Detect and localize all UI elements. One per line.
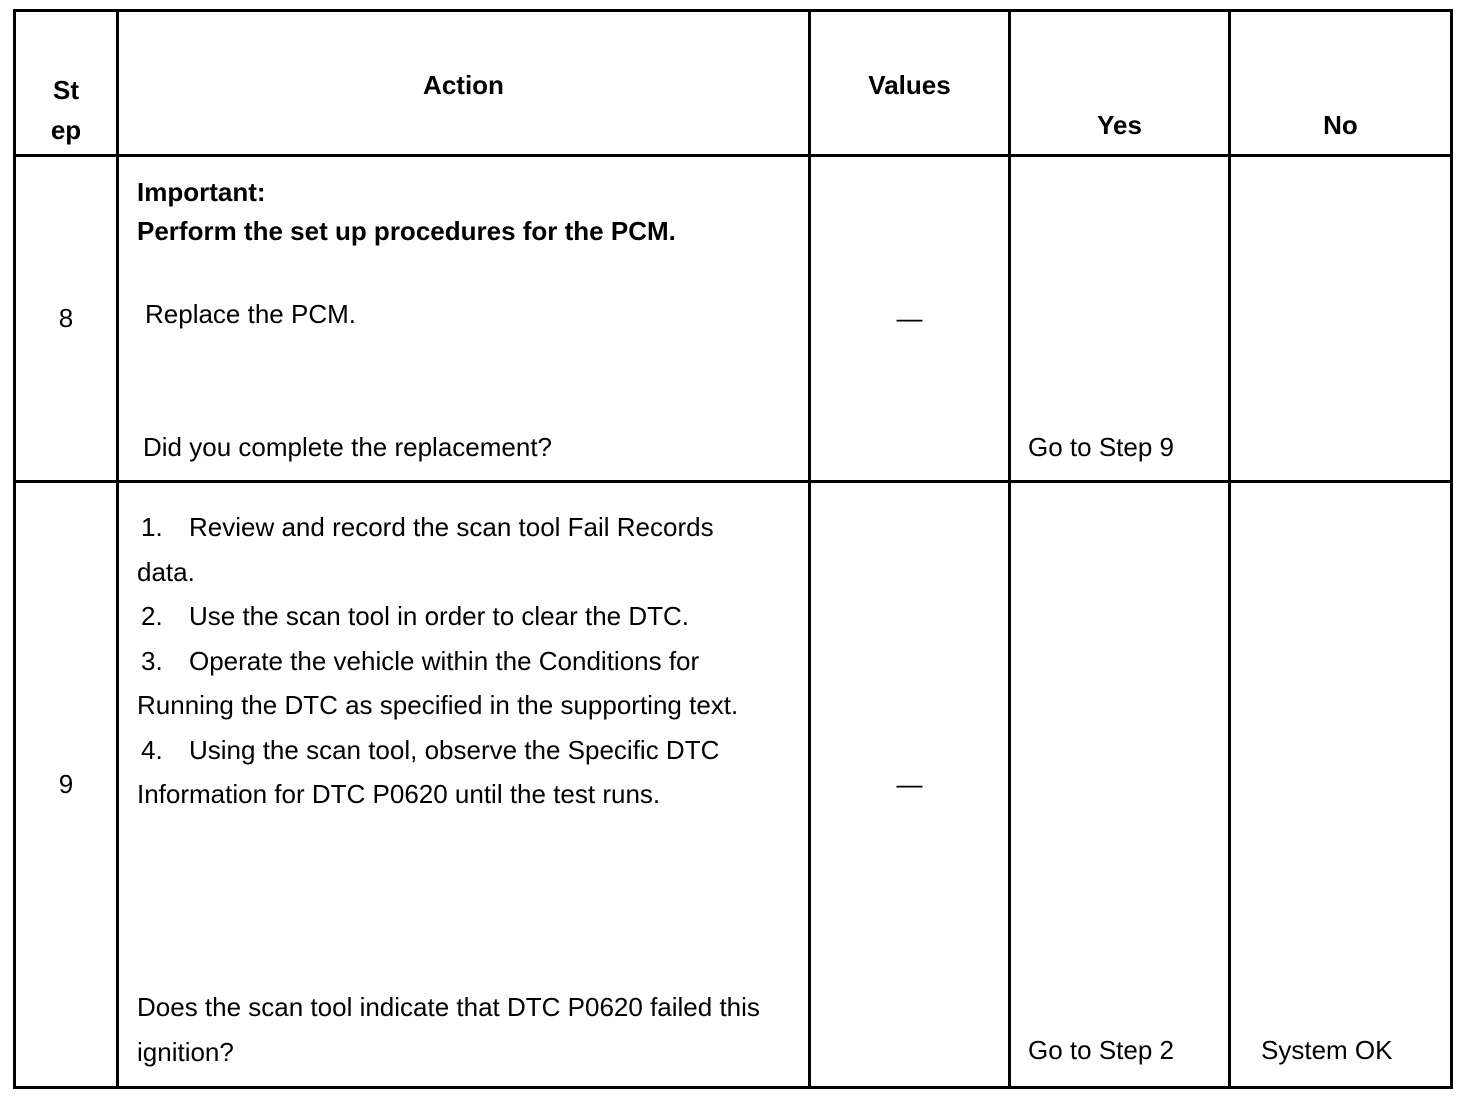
no-cell bbox=[1230, 482, 1452, 1088]
important-label: Important: bbox=[137, 177, 266, 207]
header-step-label: St ep bbox=[50, 75, 82, 145]
list-item bbox=[137, 505, 777, 594]
list-item-number: 3. bbox=[141, 645, 163, 676]
list-item bbox=[137, 594, 777, 639]
header-values-cell bbox=[810, 11, 1010, 156]
action-question: Did you complete the replacement? bbox=[143, 432, 553, 462]
action-steps-list bbox=[137, 505, 777, 817]
list-item bbox=[137, 639, 777, 728]
header-action-cell bbox=[118, 11, 810, 156]
step-number: 8 bbox=[58, 303, 74, 333]
header-no-label: No bbox=[1323, 110, 1358, 140]
list-item-text: Review and record the scan tool Fail Records data. bbox=[137, 512, 714, 587]
diagnostic-table bbox=[13, 9, 1453, 1089]
list-item-number: 1. bbox=[141, 512, 163, 542]
action-cell bbox=[118, 156, 810, 482]
header-yes-label: Yes bbox=[1097, 110, 1142, 140]
yes-text: Go to Step 2 bbox=[1028, 1035, 1174, 1065]
header-action-label: Action bbox=[423, 70, 504, 100]
no-cell bbox=[1230, 156, 1452, 482]
table-row bbox=[15, 482, 1452, 1088]
important-text: Perform the set up procedures for the PCM. bbox=[137, 216, 676, 246]
step-cell bbox=[15, 482, 118, 1088]
values-text: — bbox=[896, 303, 923, 333]
list-item-text: Use the scan tool in order to clear the DTC. bbox=[189, 601, 690, 631]
header-yes-cell bbox=[1010, 11, 1230, 156]
values-cell bbox=[810, 482, 1010, 1088]
yes-cell bbox=[1010, 156, 1230, 482]
values-text: — bbox=[896, 769, 923, 799]
values-cell bbox=[810, 156, 1010, 482]
header-values-label: Values bbox=[868, 70, 951, 100]
header-no-cell bbox=[1230, 11, 1452, 156]
yes-cell bbox=[1010, 482, 1230, 1088]
step-cell bbox=[15, 156, 118, 482]
list-item-number: 4. bbox=[141, 734, 163, 765]
table-row bbox=[15, 156, 1452, 482]
action-cell bbox=[118, 482, 810, 1088]
list-item-text: Using the scan tool, observe the Specific DTC Information for DTC P0620 until the test runs. bbox=[137, 734, 720, 809]
action-question: Does the scan tool indicate that DTC P0620 failed this ignition? bbox=[137, 992, 760, 1067]
step-number: 9 bbox=[58, 769, 74, 799]
table-header-row bbox=[15, 11, 1452, 156]
list-item-number: 2. bbox=[141, 601, 163, 631]
yes-text: Go to Step 9 bbox=[1028, 432, 1174, 462]
action-instruction: Replace the PCM. bbox=[145, 299, 356, 329]
header-step-cell bbox=[15, 11, 118, 156]
list-item-text: Operate the vehicle within the Conditions for Running the DTC as specified in the supporting text. bbox=[137, 645, 739, 720]
list-item bbox=[137, 728, 777, 817]
no-text: System OK bbox=[1261, 1035, 1393, 1065]
